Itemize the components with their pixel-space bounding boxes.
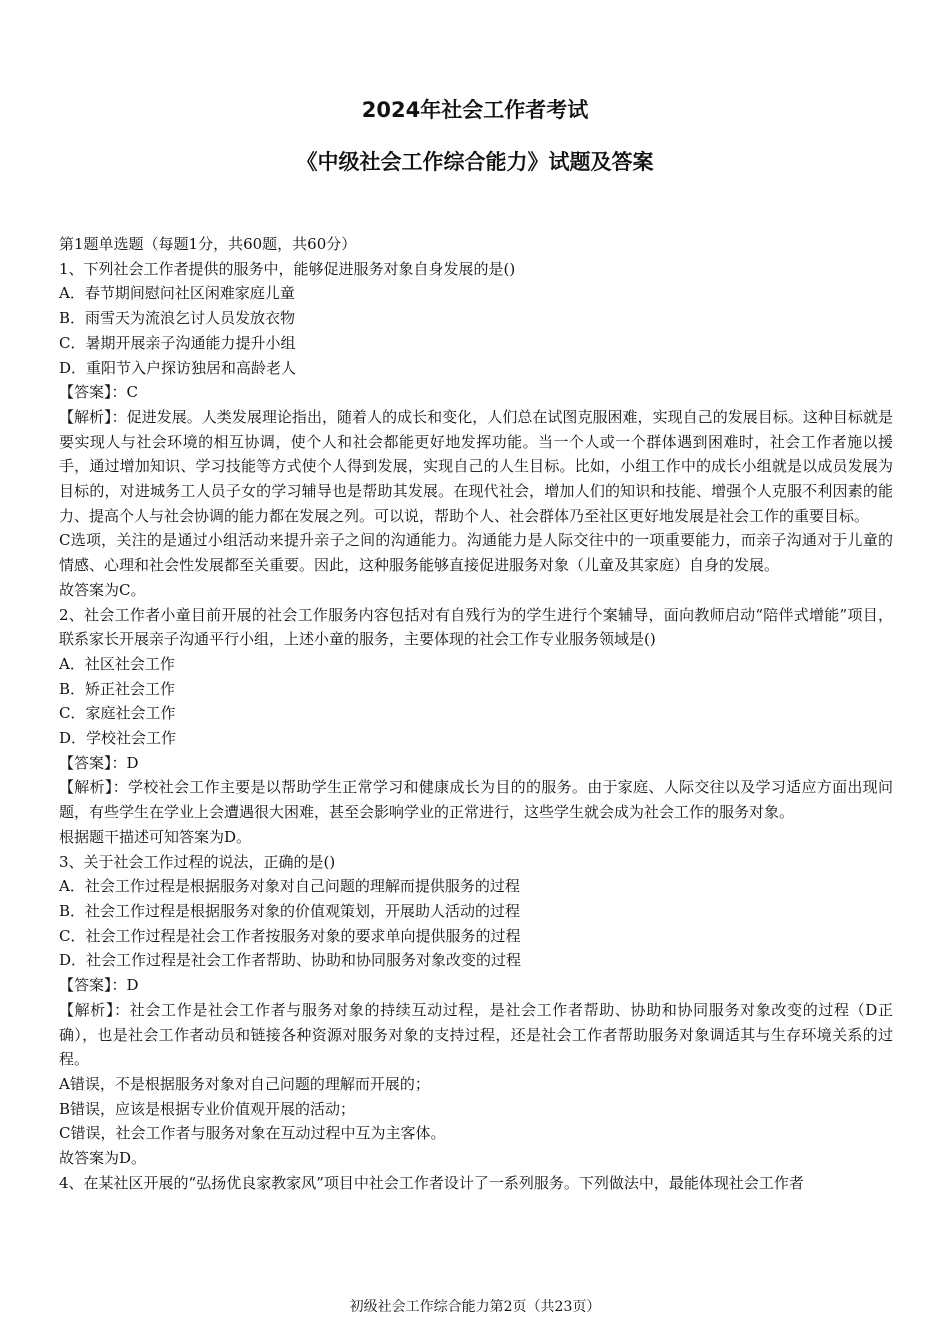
document-subtitle: 《中级社会工作综合能力》试题及答案 <box>296 150 654 174</box>
question-2-analysis: 【解析】：学校社会工作主要是以帮助学生正常学习和健康成长为目的的服务。由于家庭、人际交往以及学习适应方面出现问题，有些学生在学业上会遭遇很大困难，甚至会影响学业的正常进行，这些学生就会成为社会工作的服务对象。 <box>59 778 893 822</box>
question-3-option-a: A．社会工作过程是根据服务对象对自己问题的理解而提供服务的过程 <box>59 877 520 896</box>
document-body <box>59 232 893 1195</box>
question-2-stem: 2、社会工作者小童目前开展的社会工作服务内容包括对有自残行为的学生进行个案辅导，面向教师启动“陪伴式增能”项目，联系家长开展亲子沟通平行小组，上述小童的服务，主要体现的社会工作专业服务领域是() <box>59 605 893 649</box>
question-3-stem: 3、关于社会工作过程的说法，正确的是() <box>59 852 336 871</box>
question-1-option-a: A．春节期间慰问社区闲难家庭儿童 <box>59 284 295 303</box>
question-1-option-d: D．重阳节入户探访独居和高龄老人 <box>59 358 297 377</box>
question-3-note-c: C错误，社会工作者与服务对象在互动过程中互为主客体。 <box>59 1124 446 1143</box>
question-2-option-d: D．学校社会工作 <box>59 729 177 748</box>
question-3-option-d: D．社会工作过程是社会工作者帮助、协助和协同服务对象改变的过程 <box>59 951 522 970</box>
question-3-option-c: C．社会工作过程是社会工作者按服务对象的要求单向提供服务的过程 <box>59 926 521 945</box>
question-3-note-a: A错误，不是根据服务对象对自己问题的理解而开展的； <box>59 1074 430 1093</box>
question-3-answer: 【答案】：D <box>59 976 139 995</box>
question-1-analysis: 【解析】：促进发展。人类发展理论指出，随着人的成长和变化，人们总在试图克服困难，实现自己的发展目标。这种目标就是要实现人与社会环境的相互协调，使个人和社会都能更好地发挥功能。当一个人或一个群体遇到困难时，社会工作者施以援手，通过增加知识、学习技能等方式使个人得到发展，实现自己的人生目标。比如，小组工作中的成长小组就是以成员发展为目标的，对进城务工人员子女的学习辅导也是帮助其发展。在现代社会，增加人们的知识和技能、增强个人克服不利因素的能力、提高个人与社会协调的能力都在发展之列。可以说，帮助个人、社会群体乃至社区更好地发展是社会工作的重要目标。 <box>59 407 893 525</box>
question-1-option-b: B．雨雪天为流浪乞讨人员发放衣物 <box>59 309 296 328</box>
question-2-option-c: C．家庭社会工作 <box>59 704 176 723</box>
page-footer: 初级社会工作综合能力第2页（共23页） <box>349 1299 601 1315</box>
question-2-option-b: B．矫正社会工作 <box>59 679 176 698</box>
question-3-option-b: B．社会工作过程是根据服务对象的价值观策划，开展助人活动的过程 <box>59 901 521 920</box>
document-title: 2024年社会工作者考试 <box>361 98 589 122</box>
question-2-option-a: A．社区社会工作 <box>59 654 175 673</box>
question-1-answer: 【答案】：C <box>59 383 138 402</box>
question-1-stem: 1、下列社会工作者提供的服务中，能够促进服务对象自身发展的是() <box>59 259 516 278</box>
question-1-conclusion: 故答案为C。 <box>59 580 146 599</box>
question-2-answer: 【答案】：D <box>59 753 139 772</box>
question-3-analysis: 【解析】：社会工作是社会工作者与服务对象的持续互动过程，是社会工作者帮助、协助和协同服务对象改变的过程（D正确），也是社会工作者动员和链接各种资源对服务对象的支持过程，还是社会工作者帮助服务对象调适其与生存环境关系的过程。 <box>59 1000 893 1069</box>
question-2-conclusion: 根据题干描述可知答案为D。 <box>59 827 252 846</box>
question-1-analysis-c: C选项，关注的是通过小组活动来提升亲子之间的沟通能力。沟通能力是人际交往中的一项重要能力，而亲子沟通对于儿童的情感、心理和社会性发展都至关重要。因此，这种服务能够直接促进服务对象（儿童及其家庭）自身的发展。 <box>59 531 893 575</box>
question-3-conclusion: 故答案为D。 <box>59 1149 147 1168</box>
question-3-note-b: B错误，应该是根据专业价值观开展的活动； <box>59 1099 356 1118</box>
question-1-option-c: C．暑期开展亲子沟通能力提升小组 <box>59 333 296 352</box>
section-header: 第1题单选题（每题1分，共60题，共60分） <box>59 235 357 253</box>
question-4-stem: 4、在某社区开展的“弘扬优良家教家风”项目中社会工作者设计了一系列服务。下列做法中，最能体现社会工作者 <box>59 1173 804 1192</box>
